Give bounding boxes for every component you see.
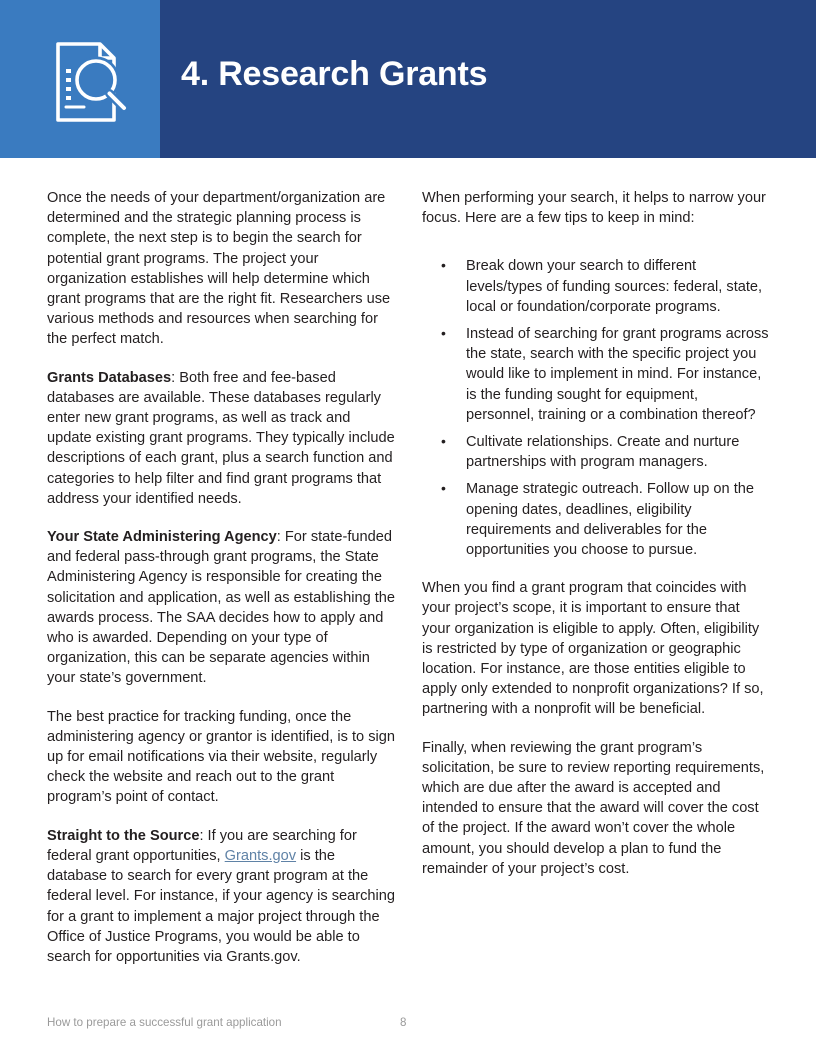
paragraph-intro bbox=[47, 188, 399, 350]
paragraph-grants-databases bbox=[47, 368, 399, 509]
paragraph-eligibility-text: When you find a grant program that coincides with your project’s scope, it is important to ensure that your organization is eligible to apply. Often, eligibility is restricted by type of organization or geographic location. For instance, are those entities eligible to apply only extended to nonprofit organizations? If so, partnering with a nonprofit will be beneficial. bbox=[422, 580, 764, 718]
paragraph-search-intro-text: When performing your search, it helps to narrow your focus. Here are a few tips to keep in mind: bbox=[422, 190, 766, 227]
paragraph-straight-to-the-source bbox=[47, 826, 399, 967]
paragraph-straight-to-the-source-text-before-link: : If you are searching for federal grant opportunities, bbox=[47, 827, 357, 864]
search-tip-text: Instead of searching for grant programs across the state, search with the specific project you would like to implement in mind. For instance, is the funding sought for equipment, personnel, training or a combination thereof? bbox=[466, 326, 769, 423]
page-title: 4. Research Grants bbox=[181, 55, 488, 93]
list-item bbox=[422, 324, 770, 425]
paragraph-best-practice-text: The best practice for tracking funding, once the administering agency or grantor is identified, is to sign up for email notifications via their website, regularly check the website and reach out to the grant program’s point of contact. bbox=[47, 708, 395, 806]
paragraph-grants-databases-lead: Grants Databases bbox=[47, 369, 172, 386]
paragraph-straight-to-the-source-lead: Straight to the Source bbox=[47, 827, 200, 844]
paragraph-straight-to-the-source-text-after-link: is the database to search for every grant program at the federal level. For instance, if your agency is searching for a grant to implement a major project through the Office of Justice Programs, you would be able to search for opportunities via Grants.gov. bbox=[47, 847, 395, 965]
page-header bbox=[0, 0, 816, 158]
paragraph-reporting-requirements bbox=[422, 738, 770, 879]
page-footer bbox=[0, 1016, 816, 1044]
document-search-icon bbox=[44, 38, 132, 126]
footer-document-title: How to prepare a successful grant application bbox=[47, 1016, 282, 1029]
paragraph-state-administering-agency-lead: Your State Administering Agency bbox=[47, 529, 277, 546]
paragraph-reporting-requirements-text: Finally, when reviewing the grant program’s solicitation, be sure to review reporting requirements, which are due after the award is accepted and intended to ensure that the award will cover the cost of the project. If the award won’t cover the whole amount, you should develop a plan to fund the remainder of your project’s cost. bbox=[422, 739, 765, 877]
paragraph-intro-text: Once the needs of your department/organization are determined and the strategic planning process is complete, the next step is to begin the search for potential grant programs. The project your organization establishes will help determine which grant programs that are the right fit. Researchers use various methods and resources when searching for the perfect match. bbox=[47, 190, 391, 348]
page-content bbox=[0, 158, 816, 1008]
grants-gov-link[interactable]: Grants.gov bbox=[224, 847, 297, 864]
paragraph-best-practice bbox=[47, 707, 399, 808]
right-column bbox=[422, 188, 770, 879]
paragraph-eligibility bbox=[422, 578, 770, 719]
footer-page-number: 8 bbox=[400, 1016, 407, 1029]
list-item bbox=[422, 432, 770, 472]
paragraph-state-administering-agency-text: : For state-funded and federal pass-through grant programs, the State Administering Agency is responsible for creating the solicitation and application, as well as establishing the awards process. The SAA decides how to apply and who is awarded. Depending on your type of organization, this can be separate agencies within your state’s government. bbox=[47, 529, 396, 687]
paragraph-grants-databases-text: : Both free and fee-based databases are available. These databases regularly enter new grant programs, as well as track and update existing grant programs. They typically include descriptions of each grant, plus a search function and categories to help filter and find grant programs that address your identified needs. bbox=[47, 369, 395, 507]
list-item bbox=[422, 479, 770, 560]
search-tip-text: Break down your search to different levels/types of funding sources: federal, state, local or foundation/corporate programs. bbox=[466, 258, 763, 315]
paragraph-search-intro bbox=[422, 188, 770, 228]
list-item bbox=[422, 256, 770, 317]
left-column bbox=[47, 188, 399, 967]
search-tip-text: Manage strategic outreach. Follow up on the opening dates, deadlines, eligibility requirements and deliverables for the opportunities you choose to pursue. bbox=[466, 481, 754, 559]
tips-spacer bbox=[422, 246, 770, 256]
paragraph-state-administering-agency bbox=[47, 527, 399, 689]
search-tip-text: Cultivate relationships. Create and nurture partnerships with program managers. bbox=[466, 434, 740, 471]
search-tips-list bbox=[422, 256, 770, 560]
